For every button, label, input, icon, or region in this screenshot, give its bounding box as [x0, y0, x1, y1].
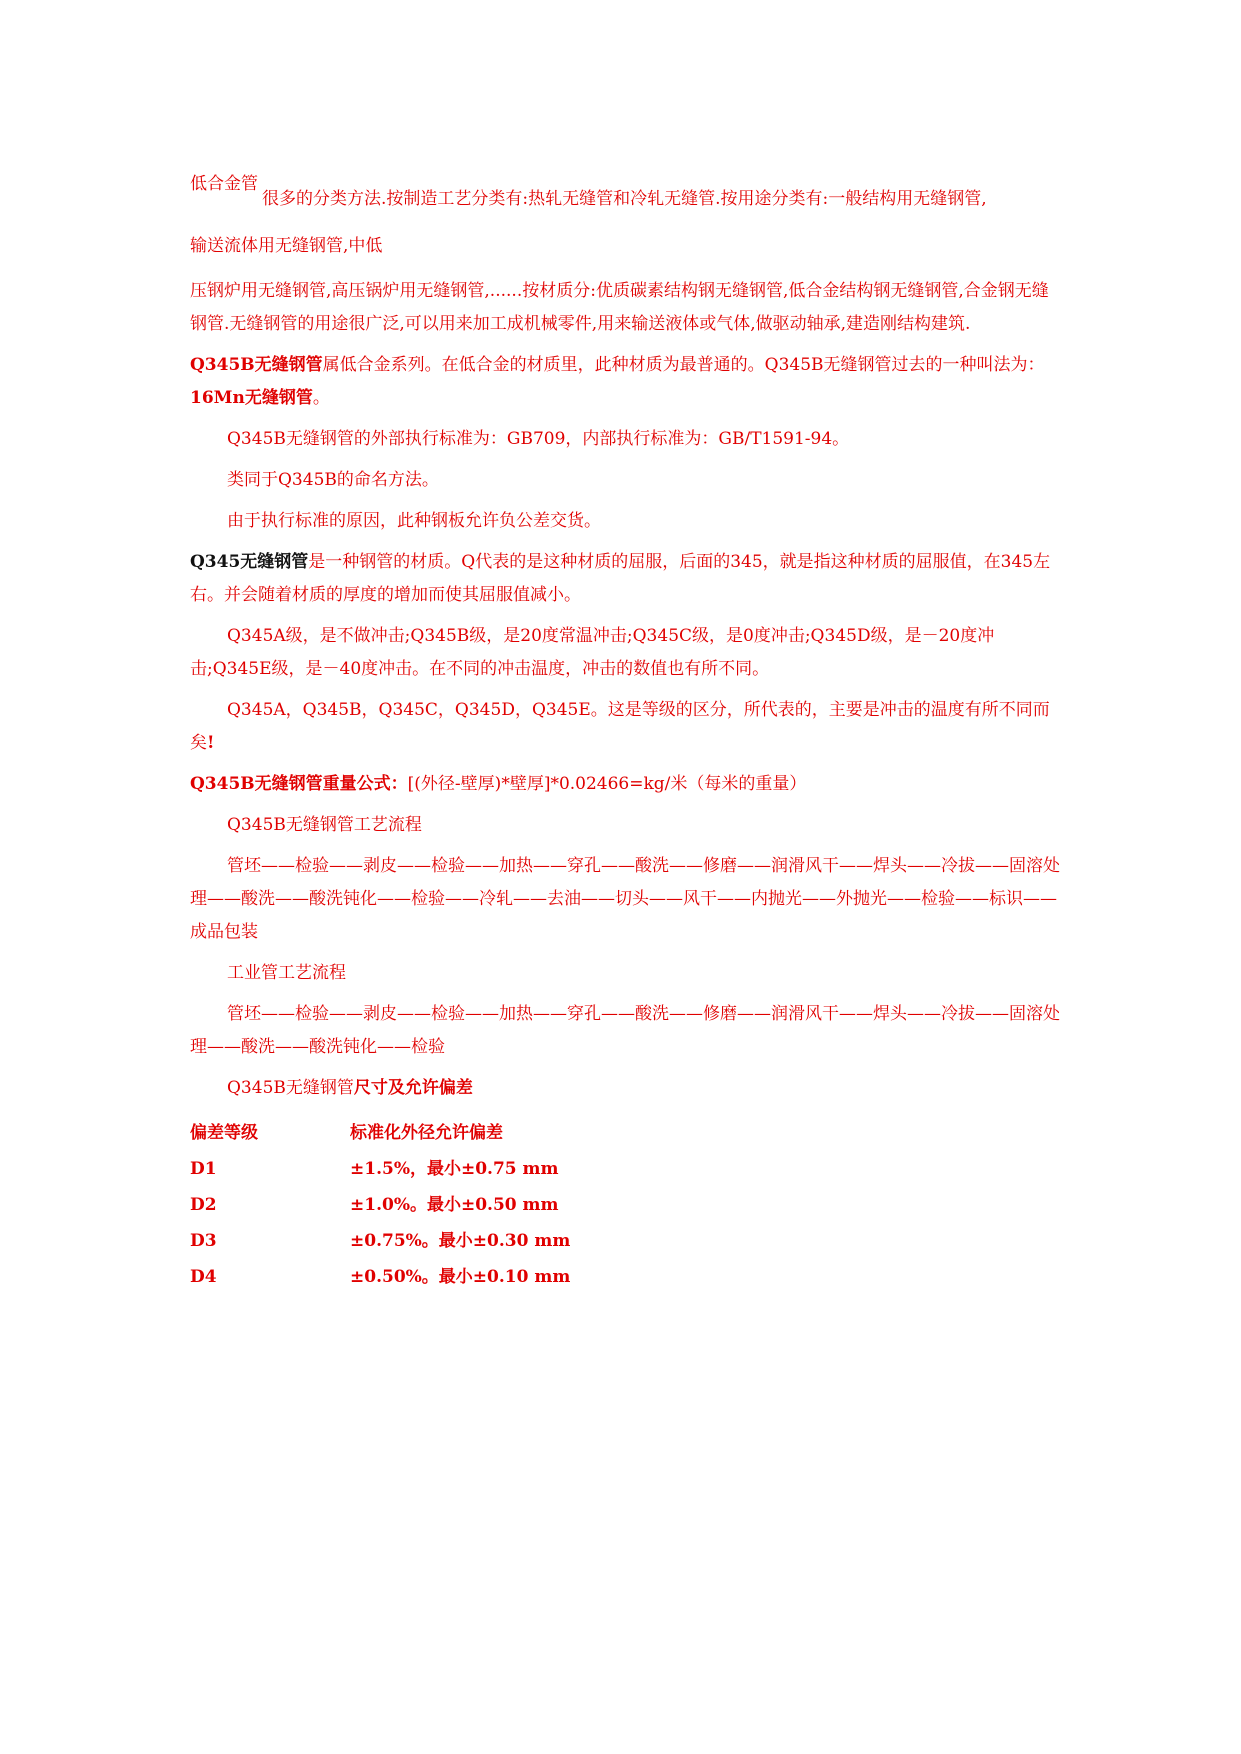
- q345b-standard: Q345B无缝钢管的外部执行标准为：GB709，内部执行标准为：GB/T1591-94。: [227, 429, 850, 449]
- table-row: [190, 1223, 1060, 1259]
- q345b-old-name: 16Mn无缝钢管: [190, 388, 313, 408]
- row-deviation: ±1.5%，最小±0.75 mm: [350, 1158, 559, 1179]
- q345b-tolerance: 由于执行标准的原因，此种钢板允许负公差交货。: [227, 511, 601, 531]
- row-deviation: ±0.50%。最小±0.10 mm: [350, 1266, 571, 1287]
- row-grade: D4: [190, 1266, 217, 1287]
- q345-title: Q345无缝钢管: [190, 552, 309, 572]
- row-grade: D3: [190, 1230, 217, 1251]
- table-row: [190, 1187, 1060, 1223]
- weight-formula: [(外径-壁厚)*壁厚]*0.02466=kg/米（每米的重量）: [407, 774, 807, 794]
- intro-first-line: [190, 170, 1060, 230]
- size-title-b: 尺寸及允许偏差: [353, 1078, 473, 1098]
- size-title-a: Q345B无缝钢管: [227, 1078, 354, 1098]
- q345b-old-name-end: 。: [312, 388, 330, 408]
- q345b-paragraph: [190, 349, 1060, 415]
- q345b-desc: 属低合金系列。在低合金的材质里，此种材质为最普通的。Q345B无缝钢管过去的一种叫法为：: [322, 355, 1045, 375]
- industrial-process-steps: 管坯——检验——剥皮——检验——加热——穿孔——酸洗——修磨——润滑风干——焊头——冷拔——固溶处理——酸洗——酸洗钝化——检验: [190, 1004, 1060, 1057]
- table-row: [190, 1259, 1060, 1295]
- header-deviation: 标准化外径允许偏差: [350, 1122, 503, 1143]
- deviation-table: [190, 1115, 1060, 1295]
- weight-label: Q345B无缝钢管重量公式：: [190, 774, 408, 794]
- size-title: [190, 1072, 1060, 1105]
- q345-levels: Q345A，Q345B，Q345C，Q345D，Q345E。这是等级的区分，所代表的，主要是冲击的温度有所不同而矣: [190, 700, 1050, 753]
- intro-lead: 低合金管: [190, 174, 258, 194]
- q345b-title: Q345B无缝钢管: [190, 355, 323, 375]
- process-title: Q345B无缝钢管工艺流程: [227, 815, 422, 835]
- table-header-row: [190, 1115, 1060, 1151]
- industrial-process-title: 工业管工艺流程: [227, 963, 346, 983]
- document-page: [190, 170, 1060, 1295]
- q345-paragraph: [190, 546, 1060, 612]
- process-steps: 管坯——检验——剥皮——检验——加热——穿孔——酸洗——修磨——润滑风干——焊头——冷拔——固溶处理——酸洗——酸洗钝化——检验——冷轧——去油——切头——风干——内抛光——外抛光——检验——标识——成品包装: [190, 856, 1060, 942]
- weight-paragraph: [190, 768, 1060, 801]
- intro-lead-rest: 很多的分类方法.按制造工艺分类有:热轧无缝管和冷轧无缝管.按用途分类有:一般结构用无缝钢管,: [262, 189, 987, 209]
- header-grade: 偏差等级: [190, 1122, 258, 1143]
- q345-levels-paragraph: [190, 694, 1060, 760]
- row-grade: D2: [190, 1194, 217, 1215]
- row-deviation: ±0.75%。最小±0.30 mm: [350, 1230, 571, 1251]
- row-deviation: ±1.0%。最小±0.50 mm: [350, 1194, 559, 1215]
- intro-paragraph: 压钢炉用无缝钢管,高压锅炉用无缝钢管,......按材质分:优质碳素结构钢无缝钢管,低合金结构钢无缝钢管,合金钢无缝钢管.无缝钢管的用途很广泛,可以用来加工成机械零件,用来输送液体或气体,做驱动轴承,建造刚结构建筑.: [190, 281, 1049, 334]
- intro-line2: 输送流体用无缝钢管,中低: [190, 236, 383, 256]
- q345-desc: 是一种钢管的材质。Q代表的是这种材质的屈服，后面的345，就是指这种材质的屈服值，在345左右。并会随着材质的厚度的增加而使其屈服值减小。: [190, 552, 1051, 605]
- q345-levels-end: !: [207, 733, 215, 753]
- q345b-naming: 类同于Q345B的命名方法。: [227, 470, 439, 490]
- q345-grades: Q345A级，是不做冲击;Q345B级，是20度常温冲击;Q345C级，是0度冲击;Q345D级，是－20度冲击;Q345E级，是－40度冲击。在不同的冲击温度，冲击的数值也有所不同。: [190, 626, 995, 679]
- row-grade: D1: [190, 1158, 217, 1179]
- table-row: [190, 1151, 1060, 1187]
